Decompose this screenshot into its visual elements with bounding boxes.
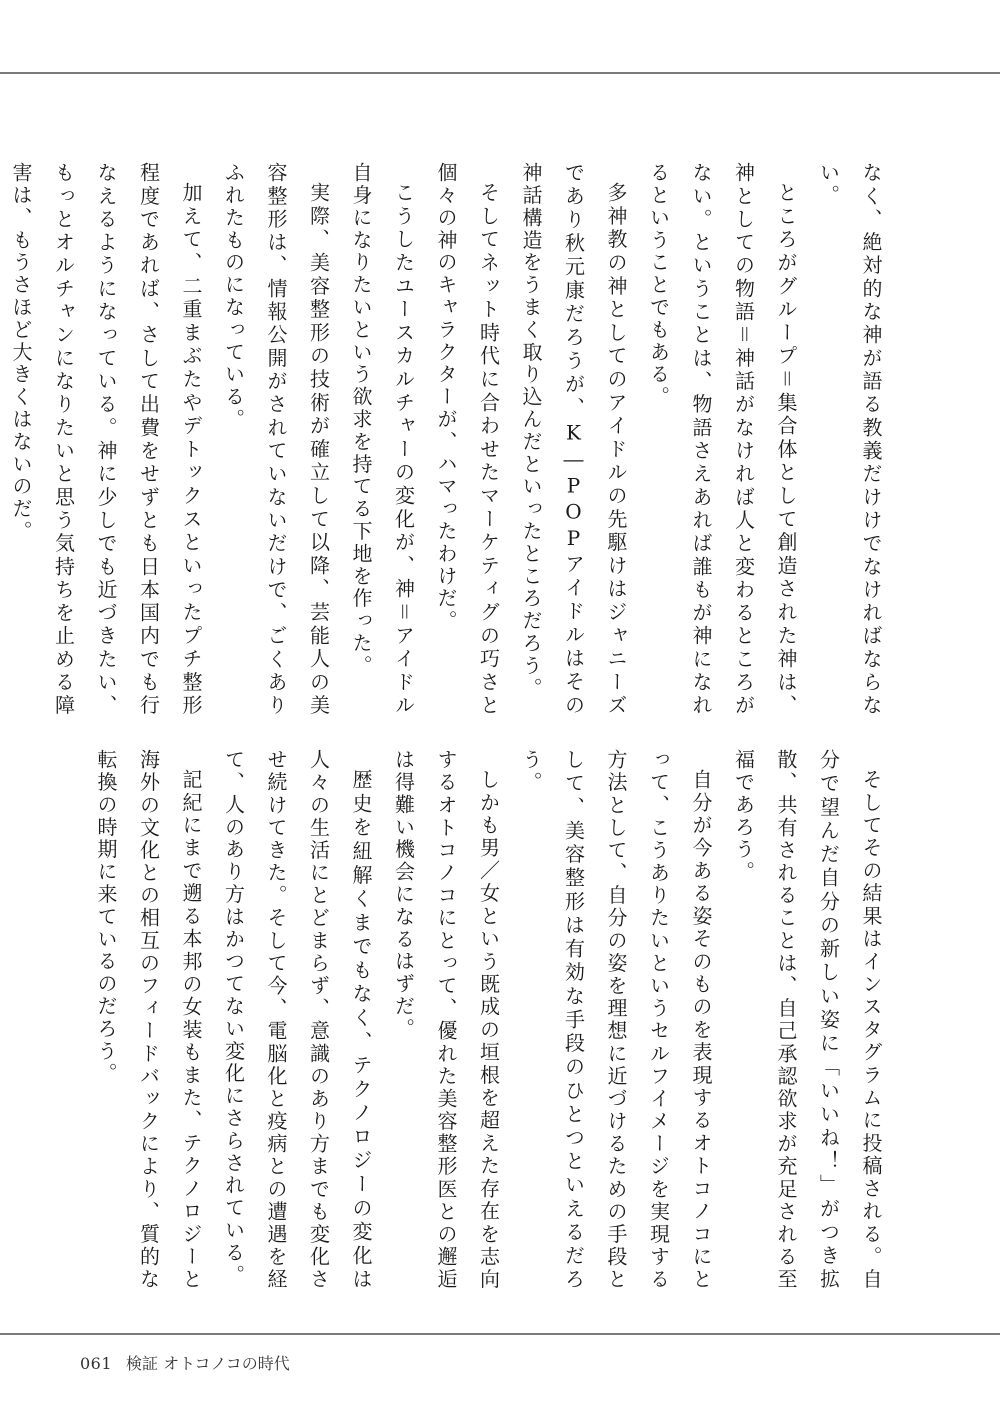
lower-text-block bbox=[94, 749, 892, 1291]
page-number: 061 bbox=[80, 1354, 113, 1373]
body-paragraph: なく、絶対的な神が語る教義だけけでなければならない。 bbox=[816, 162, 883, 717]
body-paragraph: 歴史を紐解くまでもなく、テクノロジーの変化は人々の生活にとどまらず、意識のあり方までも変化させ続けてきた。そして今、電脳化と疫病との遭遇を経て、人のあり方はかつてない変化にさらされている。 bbox=[221, 749, 373, 1291]
body-paragraph: しかも男／女という既成の垣根を超えた存在を志向するオトコノコにとって、優れた美容整形医との邂逅は得難い機会になるはずだ。 bbox=[391, 749, 501, 1291]
body-paragraph: こうしたユースカルチャーの変化が、神＝アイドル自身になりたいという欲求を持てる下地を作った。 bbox=[349, 162, 416, 717]
upper-text-block bbox=[9, 162, 892, 717]
body-paragraph: そしてネット時代に合わせたマーケティグの巧さと個々の神のキャラクターが、ハマったわけだ。 bbox=[434, 162, 501, 717]
body-paragraph: 多神教の神としてのアイドルの先駆けはジャニーズであり秋元康だろうが、K―POPアイドルはその神話構造をうまく取り込んだといったところだろう。 bbox=[519, 162, 628, 717]
header-rule bbox=[0, 72, 1000, 74]
footer-rule bbox=[0, 1333, 1000, 1335]
running-title: 検証 オトコノコの時代 bbox=[126, 1354, 290, 1373]
body-paragraph: 記紀にまで遡る本邦の女装もまた、テクノロジーと海外の文化との相互のフィードバックにより、質的な転換の時期に来ているのだろう。 bbox=[94, 749, 203, 1291]
body-paragraph: 自分が今ある姿そのものを表現するオトコノコにとって、こうありたいというセルフイメージを実現する方法として、自分の姿を理想に近づけるための手段として、美容整形は有効な手段のひとつといえるだろう。 bbox=[519, 749, 713, 1291]
body-paragraph: ところがグループ＝集合体として創造された神は、神としての物語＝神話がなければ人と変わるところがない。ということは、物語さえあれば誰もが神になれるということでもある。 bbox=[646, 162, 798, 717]
body-paragraph: そしてその結果はインスタグラムに投稿される。自分で望んだ自分の新しい姿に「いいね！」がつき拡散、共有されることは、自己承認欲求が充足される至福であろう。 bbox=[731, 749, 883, 1291]
body-paragraph: 実際、美容整形の技術が確立して以降、芸能人の美容整形は、情報公開がされていないだけで、ごくありふれたものになっている。 bbox=[221, 162, 331, 717]
page-footer bbox=[80, 1351, 290, 1374]
body-paragraph: 加えて、二重まぶたやデトックスといったプチ整形程度であれば、さして出費をせずとも日本国内でも行なえるようになっている。神に少しでも近づきたい、もっとオルチャンになりたいと思う気持ちを止める障害は、もうさほど大きくはないのだ。 bbox=[9, 162, 203, 717]
